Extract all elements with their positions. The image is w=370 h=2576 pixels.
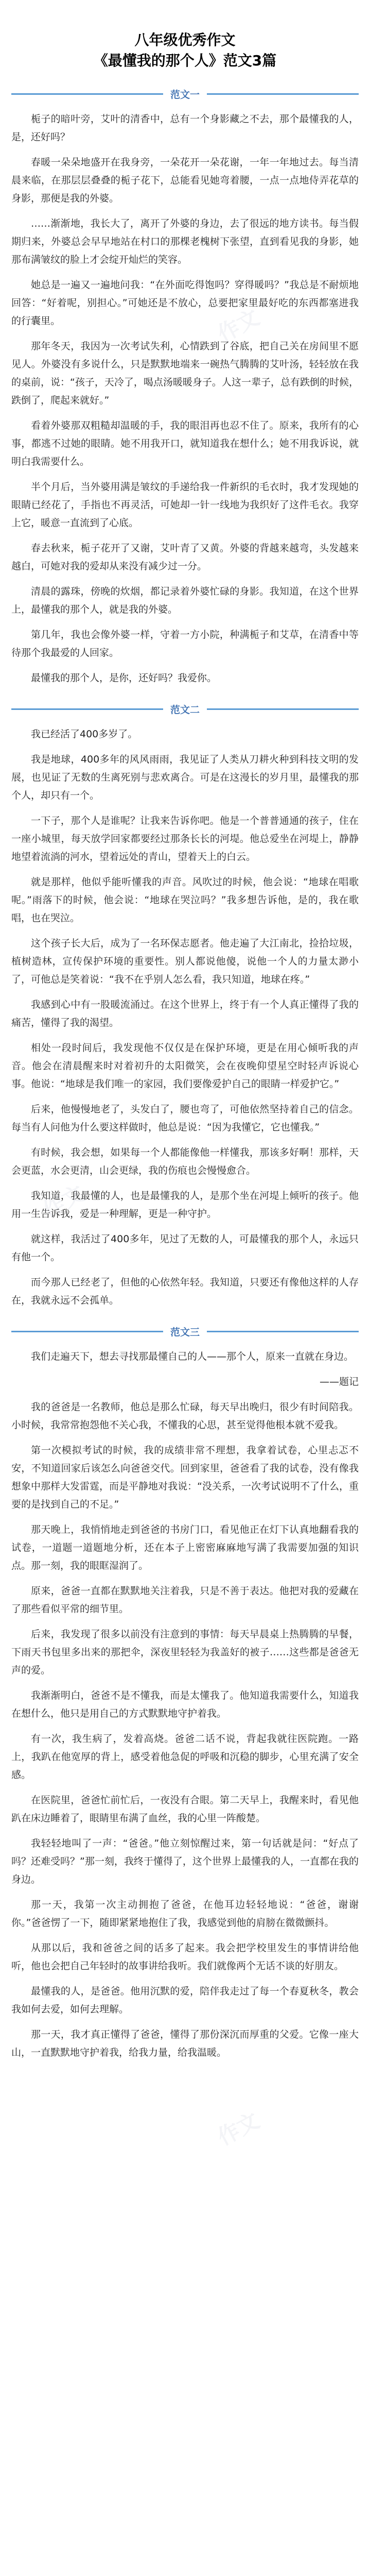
paragraph: 第几年，我也会像外婆一样，守着一方小院，种满栀子和艾草，在清香中等待那个我最爱的人回家。: [11, 629, 359, 658]
epigraph-attribution: ——题记: [319, 1376, 359, 1387]
paragraph: 我们走遍天下，想去寻找那最懂自己的人——那个人，原来一直就在身边。: [31, 1351, 354, 1362]
paragraph: 相处一段时间后，我发现他不仅仅是在保护环境，更是在用心倾听我的声音。他会在清晨醒来时对着初升的太阳微笑，会在夜晚仰望星空时轻声诉说心事。他说：“地球是我们唯一的家园，我们要像爱护自己的眼睛一样爱护它。”: [11, 1042, 359, 1090]
paragraph: 清晨的露珠，傍晚的炊烟，都记录着外婆忙碌的身影。我知道，在这个世界上，最懂我的那个人，就是我的外婆。: [11, 586, 359, 615]
paragraph: 就这样，我活过了400多年，见过了无数的人，可最懂我的那个人，永远只有他一个。: [11, 1233, 359, 1263]
paragraph: 那一天，我才真正懂得了爸爸，懂得了那份深沉而厚重的父爱。它像一座大山，一直默默地守护着我，给我力量，给我温暖。: [11, 2029, 359, 2058]
section-header: [11, 86, 359, 102]
section-divider-right: [207, 1331, 359, 1332]
paragraph: 她总是一遍又一遍地问我：“在外面吃得饱吗？穿得暖吗？”我总是不耐烦地回答：“好着呢，别担心。”可她还是不放心，总要把家里最好吃的东西都塞进我的行囊里。: [11, 279, 359, 327]
paragraph: 后来，他慢慢地老了，头发白了，腰也弯了，可他依然坚持着自己的信念。每当有人问他为什么要这样做时，他总是说：“因为我懂它，它也懂我。”: [11, 1104, 359, 1133]
paragraph: 那天晚上，我悄悄地走到爸爸的书房门口，看见他正在灯下认真地翻看我的试卷，一道题一道题地分析，还在本子上密密麻麻地写满了我需要加强的知识点。那一刻，我的眼眶湿润了。: [11, 1524, 359, 1571]
section-divider-right: [207, 93, 359, 95]
watermark-text: 作文: [213, 304, 263, 347]
paragraph: 我渐渐明白，爸爸不是不懂我，而是太懂我了。他知道我需要什么，知道我在想什么，他只是用自己的方式默默地守护着我。: [11, 1690, 359, 1719]
paragraph: 有时候，我会想，如果每一个人都能像他一样懂我，那该多好啊！那样，天会更蓝，水会更清，山会更绿，我的伤痕也会慢慢愈合。: [11, 1147, 359, 1176]
paragraph: 我是地球，400多年的风风雨雨，我见证了人类从刀耕火种到科技文明的发展，也见证了无数的生离死别与悲欢离合。可是在这漫长的岁月里，最懂我的那个人，却只有一个。: [11, 754, 359, 801]
paragraph: 原来，爸爸一直都在默默地关注着我，只是不善于表达。他把对我的爱藏在了那些看似平常的细节里。: [11, 1585, 359, 1615]
paragraph: 我感到心中有一股暖流涌过。在这个世界上，终于有一个人真正懂得了我的痛苦，懂得了我的渴望。: [11, 999, 359, 1028]
watermark-text: 作文: [213, 2107, 263, 2150]
paragraph: ……渐渐地，我长大了，离开了外婆的身边，去了很远的地方读书。每当假期归来，外婆总会早早地站在村口的那棵老槐树下张望，直到看见我的身影，她那布满皱纹的脸上才会绽开灿烂的笑容。: [11, 218, 359, 265]
essay-section-3: [11, 1323, 359, 2062]
paragraph: 从那以后，我和爸爸之间的话多了起来。我会把学校里发生的事情讲给他听，他也会把自己年轻时的故事讲给我听。我们就像两个无话不谈的好朋友。: [11, 1942, 359, 1972]
paragraph: 那年冬天，我因为一次考试失利，心情跌到了谷底，把自己关在房间里不愿见人。外婆没有多说什么，只是默默地端来一碗热气腾腾的艾叶汤，轻轻放在我的桌前，说：“孩子，天冷了，喝点汤暖暖身子。人这一辈子，总有跌倒的时候，跌倒了，爬起来就好。”: [11, 341, 359, 406]
section-label: 范文三: [163, 1325, 207, 1338]
paragraph: 春暖一朵朵地盛开在我身旁，一朵花开一朵花谢，一年一年地过去。每当清晨来临，在那层层叠叠的栀子花下，总能看见她弯着腰，一点一点地侍弄花草的身影，那便是我的外婆。: [11, 157, 359, 204]
page-title: 八年级优秀作文: [134, 31, 236, 48]
paragraph: 那一天，我第一次主动拥抱了爸爸，在他耳边轻轻地说：“爸爸，谢谢你。”爸爸愣了一下，随即紧紧地抱住了我，我感觉到他的肩膀在微微颤抖。: [11, 1899, 359, 1928]
paragraph: 栀子的暗叶旁，艾叶的清香中，总有一个身影藏之不去，那个最懂我的人，是，还好吗？: [11, 113, 359, 143]
paragraph: 有一次，我生病了，发着高烧。爸爸二话不说，背起我就往医院跑。一路上，我趴在他宽厚的背上，感受着他急促的呼吸和沉稳的脚步，心里充满了安全感。: [11, 1733, 359, 1781]
paragraph: 就是那样，他似乎能听懂我的声音。风吹过的时候，他会说：“地球在唱歌呢。”雨落下的时候，他会说：“地球在哭泣吗？”我多想告诉他，是的，我在歌唱，也在哭泣。: [11, 876, 359, 924]
section-divider-left: [11, 93, 163, 95]
paragraph: 后来，我发现了很多以前没有注意到的事情：每天早晨桌上热腾腾的早餐，下雨天书包里多出来的那把伞，深夜里轻轻为我盖好的被子……这些都是爸爸无声的爱。: [11, 1629, 359, 1676]
paragraph: 我已经活了400多岁了。: [31, 728, 138, 740]
section-label: 范文一: [163, 87, 207, 101]
section-label: 范文二: [163, 702, 207, 716]
section-divider-right: [207, 708, 359, 710]
paragraph: 最懂我的那个人，是你，还好吗？我爱你。: [31, 672, 217, 684]
section-header: [11, 1323, 359, 1340]
watermark-text: 作文: [38, 1180, 89, 1223]
paragraph: 一下子，那个人是谁呢？让我来告诉你吧。他是一个普普通通的孩子，住在一座小城里，每天放学回家都要经过那条长长的河堤。他总爱坐在河堤上，静静地望着流淌的河水，望着远处的青山，望着天上的白云。: [11, 815, 359, 862]
paragraph: 我轻轻地叫了一声：“爸爸。”他立刻惊醒过来，第一句话就是问：“好点了吗？还难受吗？”那一刻，我终于懂得了，这个世界上最懂我的人，一直都在我的身边。: [11, 1838, 359, 1885]
section-divider-left: [11, 708, 163, 710]
paragraph: 第一次模拟考试的时候，我的成绩非常不理想，我拿着试卷，心里忐忑不安，不知道回家后该怎么向爸爸交代。回到家里，爸爸看了我的试卷，没有像我想象中那样大发雷霆，而是平静地对我说：“没关系，一次考试说明不了什么，重要的是找到自己的不足。”: [11, 1445, 359, 1510]
paragraph: 看着外婆那双粗糙却温暖的手，我的眼泪再也忍不住了。原来，我所有的心事，都逃不过她的眼睛。她不用我开口，就知道我在想什么；她不用我诉说，就明白我需要什么。: [11, 420, 359, 467]
page-subtitle: 《最懂我的那个人》范文3篇: [93, 52, 277, 69]
essay-section-1: [11, 86, 359, 687]
paragraph: 我知道，我最懂的人，也是最懂我的人，是那个坐在河堤上倾听的孩子。他用一生告诉我，爱是一种理解，更是一种守护。: [11, 1190, 359, 1219]
paragraph: 这个孩子长大后，成为了一名环保志愿者。他走遍了大江南北，捡拾垃圾，植树造林，宣传保护环境的重要性。别人都说他傻，说他一个人的力量太渺小了，可他总是笑着说：“我不在乎别人怎么看，我只知道，地球在疼。”: [11, 938, 359, 985]
section-header: [11, 701, 359, 717]
paragraph: 最懂我的人，是爸爸。他用沉默的爱，陪伴我走过了每一个春夏秋冬，教会我如何去爱，如何去理解。: [11, 1986, 359, 2015]
title-block: [11, 30, 359, 71]
paragraph: 半个月后，当外婆用满是皱纹的手递给我一件新织的毛衣时，我才发现她的眼睛已经花了，手指也不再灵活，可她却一针一线地为我织好了这件毛衣。我穿上它，暖意一直流到了心底。: [11, 481, 359, 529]
paragraph: 在医院里，爸爸忙前忙后，一夜没有合眼。第二天早上，我醒来时，看见他趴在床边睡着了，眼睛里布满了血丝，我的心里一阵酸楚。: [11, 1794, 359, 1824]
section-divider-left: [11, 1331, 163, 1332]
essay-section-2: [11, 701, 359, 1310]
paragraph: 春去秋来，栀子花开了又谢，艾叶青了又黄。外婆的背越来越弯，头发越来越白，可她对我的爱却从来没有减少过一分。: [11, 543, 359, 572]
paragraph: 而今那人已经老了，但他的心依然年轻。我知道，只要还有像他这样的人存在，我就永远不会孤单。: [11, 1277, 359, 1306]
paragraph: 我的爸爸是一名教师，他总是那么忙碌，每天早出晚归，很少有时间陪我。小时候，我常常抱怨他不关心我，不懂我的心思，甚至觉得他根本就不爱我。: [11, 1401, 359, 1431]
